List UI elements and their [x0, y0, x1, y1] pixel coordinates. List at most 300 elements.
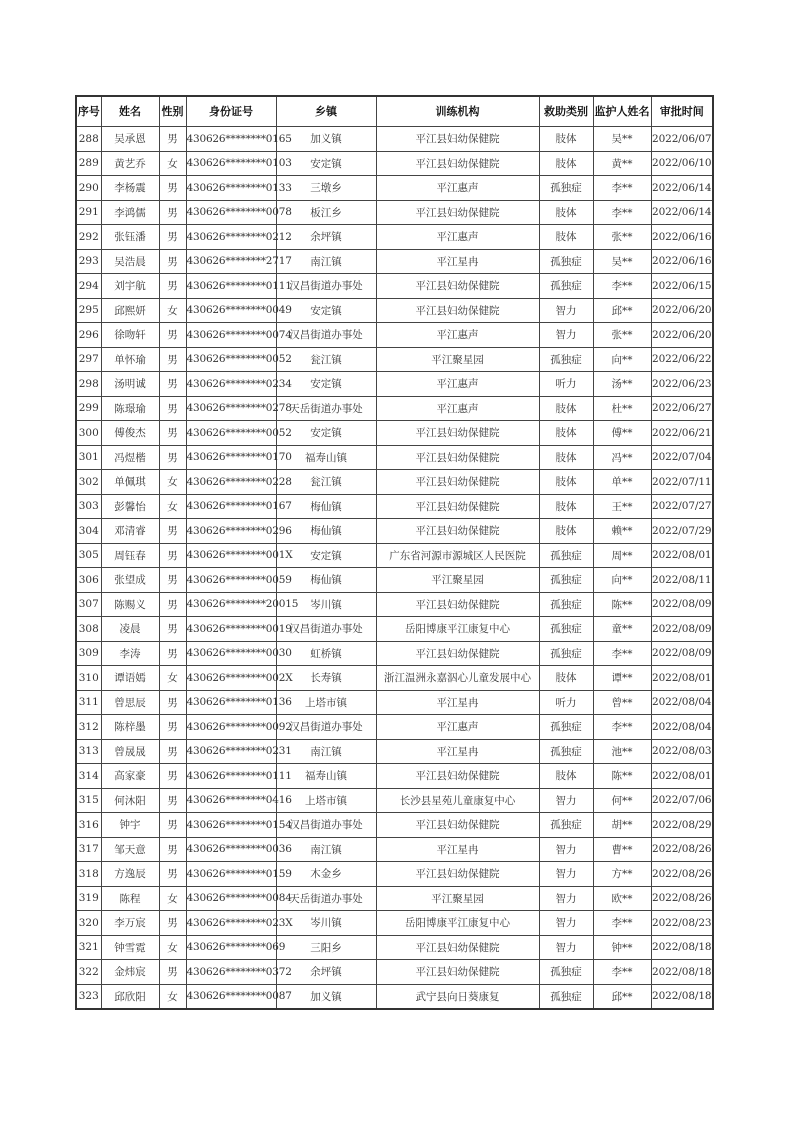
cell-seq: 307: [76, 592, 101, 617]
cell-approval-date: 2022/08/01: [651, 543, 713, 568]
cell-institution: 平江县妇幼保健院: [376, 519, 539, 544]
cell-seq: 297: [76, 347, 101, 372]
cell-gender: 男: [159, 911, 186, 936]
cell-gender: 女: [159, 984, 186, 1009]
cell-guardian: 向**: [593, 568, 651, 593]
cell-name: 周钰春: [101, 543, 159, 568]
table-row: [76, 298, 713, 323]
cell-seq: 322: [76, 960, 101, 985]
header-township: 乡镇: [276, 96, 376, 127]
cell-gender: 女: [159, 470, 186, 495]
table-row: [76, 470, 713, 495]
cell-approval-date: 2022/06/16: [651, 249, 713, 274]
cell-gender: 男: [159, 127, 186, 152]
cell-aid-category: 肢体: [539, 127, 593, 152]
cell-id-number: 430626********001X: [186, 543, 276, 568]
cell-id-number: 430626********0049: [186, 298, 276, 323]
cell-township: 余坪镇: [276, 225, 376, 250]
cell-guardian: 汤**: [593, 372, 651, 397]
cell-aid-category: 肢体: [539, 470, 593, 495]
cell-id-number: 430626********0170: [186, 445, 276, 470]
cell-id-number: 430626********0372: [186, 960, 276, 985]
cell-guardian: 曹**: [593, 837, 651, 862]
cell-aid-category: 智力: [539, 788, 593, 813]
cell-township: 岑川镇: [276, 592, 376, 617]
cell-name: 彭馨怡: [101, 494, 159, 519]
cell-aid-category: 孤独症: [539, 617, 593, 642]
cell-seq: 312: [76, 715, 101, 740]
table-row: [76, 592, 713, 617]
cell-approval-date: 2022/06/20: [651, 298, 713, 323]
cell-seq: 318: [76, 862, 101, 887]
cell-seq: 290: [76, 176, 101, 201]
cell-gender: 男: [159, 543, 186, 568]
cell-guardian: 李**: [593, 176, 651, 201]
cell-gender: 女: [159, 886, 186, 911]
cell-township: 木金乡: [276, 862, 376, 887]
cell-approval-date: 2022/08/09: [651, 641, 713, 666]
cell-institution: 平江县妇幼保健院: [376, 127, 539, 152]
cell-township: 汉昌街道办事处: [276, 323, 376, 348]
table-row: [76, 519, 713, 544]
cell-institution: 平江县妇幼保健院: [376, 813, 539, 838]
table-row: [76, 494, 713, 519]
cell-gender: 女: [159, 298, 186, 323]
cell-id-number: 430626********0416: [186, 788, 276, 813]
cell-name: 单佩琪: [101, 470, 159, 495]
cell-township: 上塔市镇: [276, 788, 376, 813]
cell-name: 何沐阳: [101, 788, 159, 813]
table-row: [76, 396, 713, 421]
cell-gender: 男: [159, 200, 186, 225]
cell-aid-category: 孤独症: [539, 739, 593, 764]
cell-id-number: 430626********0052: [186, 347, 276, 372]
cell-aid-category: 孤独症: [539, 813, 593, 838]
table-row: [76, 960, 713, 985]
cell-approval-date: 2022/08/09: [651, 592, 713, 617]
header-gender: 性别: [159, 96, 186, 127]
cell-approval-date: 2022/08/23: [651, 911, 713, 936]
cell-aid-category: 肢体: [539, 200, 593, 225]
cell-seq: 292: [76, 225, 101, 250]
cell-approval-date: 2022/08/01: [651, 764, 713, 789]
cell-institution: 平江惠声: [376, 323, 539, 348]
cell-approval-date: 2022/08/18: [651, 960, 713, 985]
cell-institution: 平江惠声: [376, 176, 539, 201]
cell-seq: 320: [76, 911, 101, 936]
table-row: [76, 421, 713, 446]
cell-seq: 310: [76, 666, 101, 691]
cell-guardian: 李**: [593, 641, 651, 666]
cell-name: 钟雪霓: [101, 935, 159, 960]
cell-approval-date: 2022/06/15: [651, 274, 713, 299]
cell-name: 陈程: [101, 886, 159, 911]
cell-township: 梅仙镇: [276, 568, 376, 593]
cell-gender: 男: [159, 347, 186, 372]
cell-approval-date: 2022/08/09: [651, 617, 713, 642]
cell-approval-date: 2022/06/14: [651, 176, 713, 201]
cell-aid-category: 孤独症: [539, 274, 593, 299]
cell-approval-date: 2022/06/16: [651, 225, 713, 250]
rehab-roster-table: [75, 95, 714, 1010]
cell-township: 三墩乡: [276, 176, 376, 201]
cell-institution: 平江县妇幼保健院: [376, 862, 539, 887]
cell-guardian: 李**: [593, 200, 651, 225]
table-row: [76, 886, 713, 911]
cell-aid-category: 肢体: [539, 519, 593, 544]
cell-township: 加义镇: [276, 127, 376, 152]
cell-gender: 男: [159, 519, 186, 544]
cell-institution: 平江星冉: [376, 249, 539, 274]
cell-seq: 295: [76, 298, 101, 323]
cell-guardian: 李**: [593, 911, 651, 936]
cell-id-number: 430626********0052: [186, 421, 276, 446]
cell-township: 瓮江镇: [276, 347, 376, 372]
cell-seq: 294: [76, 274, 101, 299]
cell-seq: 308: [76, 617, 101, 642]
cell-township: 三阳乡: [276, 935, 376, 960]
cell-gender: 男: [159, 592, 186, 617]
cell-name: 曾思辰: [101, 690, 159, 715]
cell-township: 板江乡: [276, 200, 376, 225]
table-row: [76, 862, 713, 887]
cell-seq: 301: [76, 445, 101, 470]
cell-township: 加义镇: [276, 984, 376, 1009]
cell-gender: 男: [159, 764, 186, 789]
cell-id-number: 430626********0059: [186, 568, 276, 593]
cell-guardian: 单**: [593, 470, 651, 495]
cell-seq: 317: [76, 837, 101, 862]
cell-aid-category: 智力: [539, 886, 593, 911]
cell-aid-category: 智力: [539, 298, 593, 323]
cell-id-number: 430626********069: [186, 935, 276, 960]
cell-institution: 平江县妇幼保健院: [376, 764, 539, 789]
table-row: [76, 813, 713, 838]
cell-id-number: 430626********0133: [186, 176, 276, 201]
cell-guardian: 吴**: [593, 249, 651, 274]
cell-institution: 浙江温洲永嘉泅心儿童发展中心: [376, 666, 539, 691]
cell-guardian: 池**: [593, 739, 651, 764]
cell-gender: 男: [159, 960, 186, 985]
cell-aid-category: 肢体: [539, 151, 593, 176]
cell-approval-date: 2022/07/29: [651, 519, 713, 544]
cell-guardian: 傅**: [593, 421, 651, 446]
cell-gender: 男: [159, 176, 186, 201]
cell-institution: 平江县妇幼保健院: [376, 960, 539, 985]
table-row: [76, 249, 713, 274]
cell-guardian: 李**: [593, 274, 651, 299]
cell-approval-date: 2022/08/04: [651, 690, 713, 715]
cell-id-number: 430626********0030: [186, 641, 276, 666]
cell-seq: 313: [76, 739, 101, 764]
cell-aid-category: 孤独症: [539, 568, 593, 593]
cell-seq: 304: [76, 519, 101, 544]
cell-gender: 男: [159, 813, 186, 838]
cell-institution: 武宁县向日葵康复: [376, 984, 539, 1009]
cell-name: 徐吻轩: [101, 323, 159, 348]
cell-township: 天岳街道办事处: [276, 886, 376, 911]
header-approval-date: 审批时间: [651, 96, 713, 127]
cell-aid-category: 孤独症: [539, 543, 593, 568]
cell-approval-date: 2022/06/23: [651, 372, 713, 397]
cell-seq: 321: [76, 935, 101, 960]
header-name: 姓名: [101, 96, 159, 127]
cell-approval-date: 2022/07/04: [651, 445, 713, 470]
cell-approval-date: 2022/06/22: [651, 347, 713, 372]
table-row: [76, 568, 713, 593]
cell-approval-date: 2022/08/18: [651, 984, 713, 1009]
cell-approval-date: 2022/08/18: [651, 935, 713, 960]
cell-township: 南江镇: [276, 837, 376, 862]
cell-name: 邓清睿: [101, 519, 159, 544]
cell-township: 梅仙镇: [276, 494, 376, 519]
cell-guardian: 赖**: [593, 519, 651, 544]
cell-institution: 平江星冉: [376, 837, 539, 862]
cell-aid-category: 智力: [539, 911, 593, 936]
table-row: [76, 788, 713, 813]
cell-guardian: 方**: [593, 862, 651, 887]
cell-institution: 平江县妇幼保健院: [376, 592, 539, 617]
cell-gender: 男: [159, 715, 186, 740]
cell-seq: 302: [76, 470, 101, 495]
table-row: [76, 690, 713, 715]
cell-institution: 平江县妇幼保健院: [376, 494, 539, 519]
cell-id-number: 430626********0165: [186, 127, 276, 152]
cell-name: 陈梓墨: [101, 715, 159, 740]
cell-approval-date: 2022/07/06: [651, 788, 713, 813]
cell-institution: 长沙县星苑儿童康复中心: [376, 788, 539, 813]
cell-seq: 303: [76, 494, 101, 519]
cell-gender: 男: [159, 617, 186, 642]
header-seq: 序号: [76, 96, 101, 127]
cell-approval-date: 2022/07/11: [651, 470, 713, 495]
cell-aid-category: 肢体: [539, 421, 593, 446]
cell-guardian: 欧**: [593, 886, 651, 911]
cell-approval-date: 2022/08/26: [651, 837, 713, 862]
table-row: [76, 764, 713, 789]
cell-name: 谭语嫣: [101, 666, 159, 691]
cell-township: 福寿山镇: [276, 764, 376, 789]
cell-township: 瓮江镇: [276, 470, 376, 495]
cell-seq: 299: [76, 396, 101, 421]
cell-id-number: 430626********0228: [186, 470, 276, 495]
cell-guardian: 张**: [593, 225, 651, 250]
table-row: [76, 715, 713, 740]
cell-township: 长寿镇: [276, 666, 376, 691]
cell-name: 方逸辰: [101, 862, 159, 887]
cell-name: 单怀瑜: [101, 347, 159, 372]
cell-seq: 296: [76, 323, 101, 348]
cell-name: 黄艺乔: [101, 151, 159, 176]
cell-institution: 广东省河源市源城区人民医院: [376, 543, 539, 568]
cell-guardian: 向**: [593, 347, 651, 372]
cell-aid-category: 肢体: [539, 396, 593, 421]
cell-institution: 平江星冉: [376, 690, 539, 715]
table-row: [76, 837, 713, 862]
cell-institution: 平江惠声: [376, 715, 539, 740]
cell-gender: 男: [159, 396, 186, 421]
cell-id-number: 430626********0078: [186, 200, 276, 225]
cell-id-number: 430626********002X: [186, 666, 276, 691]
cell-gender: 女: [159, 935, 186, 960]
cell-aid-category: 肢体: [539, 225, 593, 250]
cell-guardian: 陈**: [593, 764, 651, 789]
cell-guardian: 周**: [593, 543, 651, 568]
header-institution: 训练机构: [376, 96, 539, 127]
cell-name: 李万宸: [101, 911, 159, 936]
cell-institution: 平江县妇幼保健院: [376, 445, 539, 470]
cell-township: 岑川镇: [276, 911, 376, 936]
cell-name: 邱熙妍: [101, 298, 159, 323]
cell-guardian: 陈**: [593, 592, 651, 617]
table-row: [76, 911, 713, 936]
cell-seq: 288: [76, 127, 101, 152]
cell-seq: 289: [76, 151, 101, 176]
cell-approval-date: 2022/06/27: [651, 396, 713, 421]
cell-id-number: 430626********0234: [186, 372, 276, 397]
cell-aid-category: 孤独症: [539, 715, 593, 740]
cell-institution: 平江聚星园: [376, 886, 539, 911]
cell-approval-date: 2022/08/26: [651, 886, 713, 911]
table-row: [76, 176, 713, 201]
cell-guardian: 胡**: [593, 813, 651, 838]
header-guardian: 监护人姓名: [593, 96, 651, 127]
table-row: [76, 935, 713, 960]
table-row: [76, 200, 713, 225]
cell-name: 金炜宸: [101, 960, 159, 985]
cell-name: 曾晟晟: [101, 739, 159, 764]
cell-id-number: 430626********0103: [186, 151, 276, 176]
cell-aid-category: 听力: [539, 690, 593, 715]
cell-gender: 男: [159, 274, 186, 299]
cell-township: 安定镇: [276, 151, 376, 176]
cell-approval-date: 2022/06/20: [651, 323, 713, 348]
cell-seq: 300: [76, 421, 101, 446]
cell-name: 冯煜楷: [101, 445, 159, 470]
cell-guardian: 何**: [593, 788, 651, 813]
cell-guardian: 童**: [593, 617, 651, 642]
cell-approval-date: 2022/08/01: [651, 666, 713, 691]
cell-guardian: 张**: [593, 323, 651, 348]
cell-seq: 319: [76, 886, 101, 911]
cell-name: 李杨震: [101, 176, 159, 201]
cell-aid-category: 肢体: [539, 764, 593, 789]
cell-institution: 平江县妇幼保健院: [376, 151, 539, 176]
cell-aid-category: 孤独症: [539, 347, 593, 372]
cell-id-number: 430626********0036: [186, 837, 276, 862]
cell-institution: 平江县妇幼保健院: [376, 200, 539, 225]
header-row: [76, 96, 713, 127]
cell-gender: 女: [159, 666, 186, 691]
cell-gender: 男: [159, 225, 186, 250]
cell-name: 陈赐义: [101, 592, 159, 617]
table-row: [76, 617, 713, 642]
cell-gender: 男: [159, 641, 186, 666]
cell-id-number: 430626********2717: [186, 249, 276, 274]
cell-gender: 男: [159, 445, 186, 470]
cell-approval-date: 2022/08/11: [651, 568, 713, 593]
cell-seq: 316: [76, 813, 101, 838]
cell-approval-date: 2022/08/03: [651, 739, 713, 764]
cell-id-number: 430626********0084: [186, 886, 276, 911]
cell-township: 汉昌街道办事处: [276, 813, 376, 838]
cell-gender: 男: [159, 837, 186, 862]
cell-seq: 306: [76, 568, 101, 593]
cell-approval-date: 2022/06/14: [651, 200, 713, 225]
cell-township: 汉昌街道办事处: [276, 617, 376, 642]
cell-aid-category: 孤独症: [539, 176, 593, 201]
cell-approval-date: 2022/06/07: [651, 127, 713, 152]
cell-seq: 314: [76, 764, 101, 789]
header-id-number: 身份证号: [186, 96, 276, 127]
cell-seq: 309: [76, 641, 101, 666]
cell-name: 李鸿儒: [101, 200, 159, 225]
cell-seq: 323: [76, 984, 101, 1009]
cell-aid-category: 孤独症: [539, 984, 593, 1009]
cell-id-number: 430626********0111: [186, 764, 276, 789]
cell-guardian: 吴**: [593, 127, 651, 152]
cell-name: 汤明诚: [101, 372, 159, 397]
cell-id-number: 430626********0167: [186, 494, 276, 519]
cell-seq: 311: [76, 690, 101, 715]
cell-institution: 平江县妇幼保健院: [376, 641, 539, 666]
cell-guardian: 冯**: [593, 445, 651, 470]
cell-gender: 男: [159, 862, 186, 887]
cell-approval-date: 2022/08/26: [651, 862, 713, 887]
table-row: [76, 274, 713, 299]
cell-aid-category: 孤独症: [539, 592, 593, 617]
cell-name: 吴浩晨: [101, 249, 159, 274]
cell-approval-date: 2022/06/21: [651, 421, 713, 446]
cell-institution: 平江县妇幼保健院: [376, 298, 539, 323]
cell-id-number: 430626********0092: [186, 715, 276, 740]
cell-id-number: 430626********0019: [186, 617, 276, 642]
cell-approval-date: 2022/08/29: [651, 813, 713, 838]
cell-gender: 男: [159, 372, 186, 397]
cell-institution: 平江星冉: [376, 739, 539, 764]
cell-township: 南江镇: [276, 249, 376, 274]
cell-guardian: 李**: [593, 960, 651, 985]
cell-aid-category: 孤独症: [539, 960, 593, 985]
cell-id-number: 430626********0087: [186, 984, 276, 1009]
cell-name: 刘宇航: [101, 274, 159, 299]
cell-seq: 293: [76, 249, 101, 274]
cell-name: 邱欣阳: [101, 984, 159, 1009]
cell-name: 陈璟瑜: [101, 396, 159, 421]
cell-id-number: 430626********0136: [186, 690, 276, 715]
cell-id-number: 430626********0111: [186, 274, 276, 299]
cell-aid-category: 智力: [539, 837, 593, 862]
cell-gender: 男: [159, 568, 186, 593]
cell-guardian: 王**: [593, 494, 651, 519]
cell-id-number: 430626********0231: [186, 739, 276, 764]
cell-township: 南江镇: [276, 739, 376, 764]
cell-name: 高家豪: [101, 764, 159, 789]
cell-institution: 平江惠声: [376, 225, 539, 250]
cell-seq: 298: [76, 372, 101, 397]
table-row: [76, 151, 713, 176]
cell-gender: 男: [159, 788, 186, 813]
cell-aid-category: 孤独症: [539, 249, 593, 274]
cell-institution: 平江惠声: [376, 372, 539, 397]
cell-guardian: 谭**: [593, 666, 651, 691]
cell-guardian: 邱**: [593, 984, 651, 1009]
cell-institution: 平江聚星园: [376, 347, 539, 372]
cell-id-number: 430626********0154: [186, 813, 276, 838]
table-row: [76, 347, 713, 372]
header-aid-category: 救助类别: [539, 96, 593, 127]
table-row: [76, 372, 713, 397]
